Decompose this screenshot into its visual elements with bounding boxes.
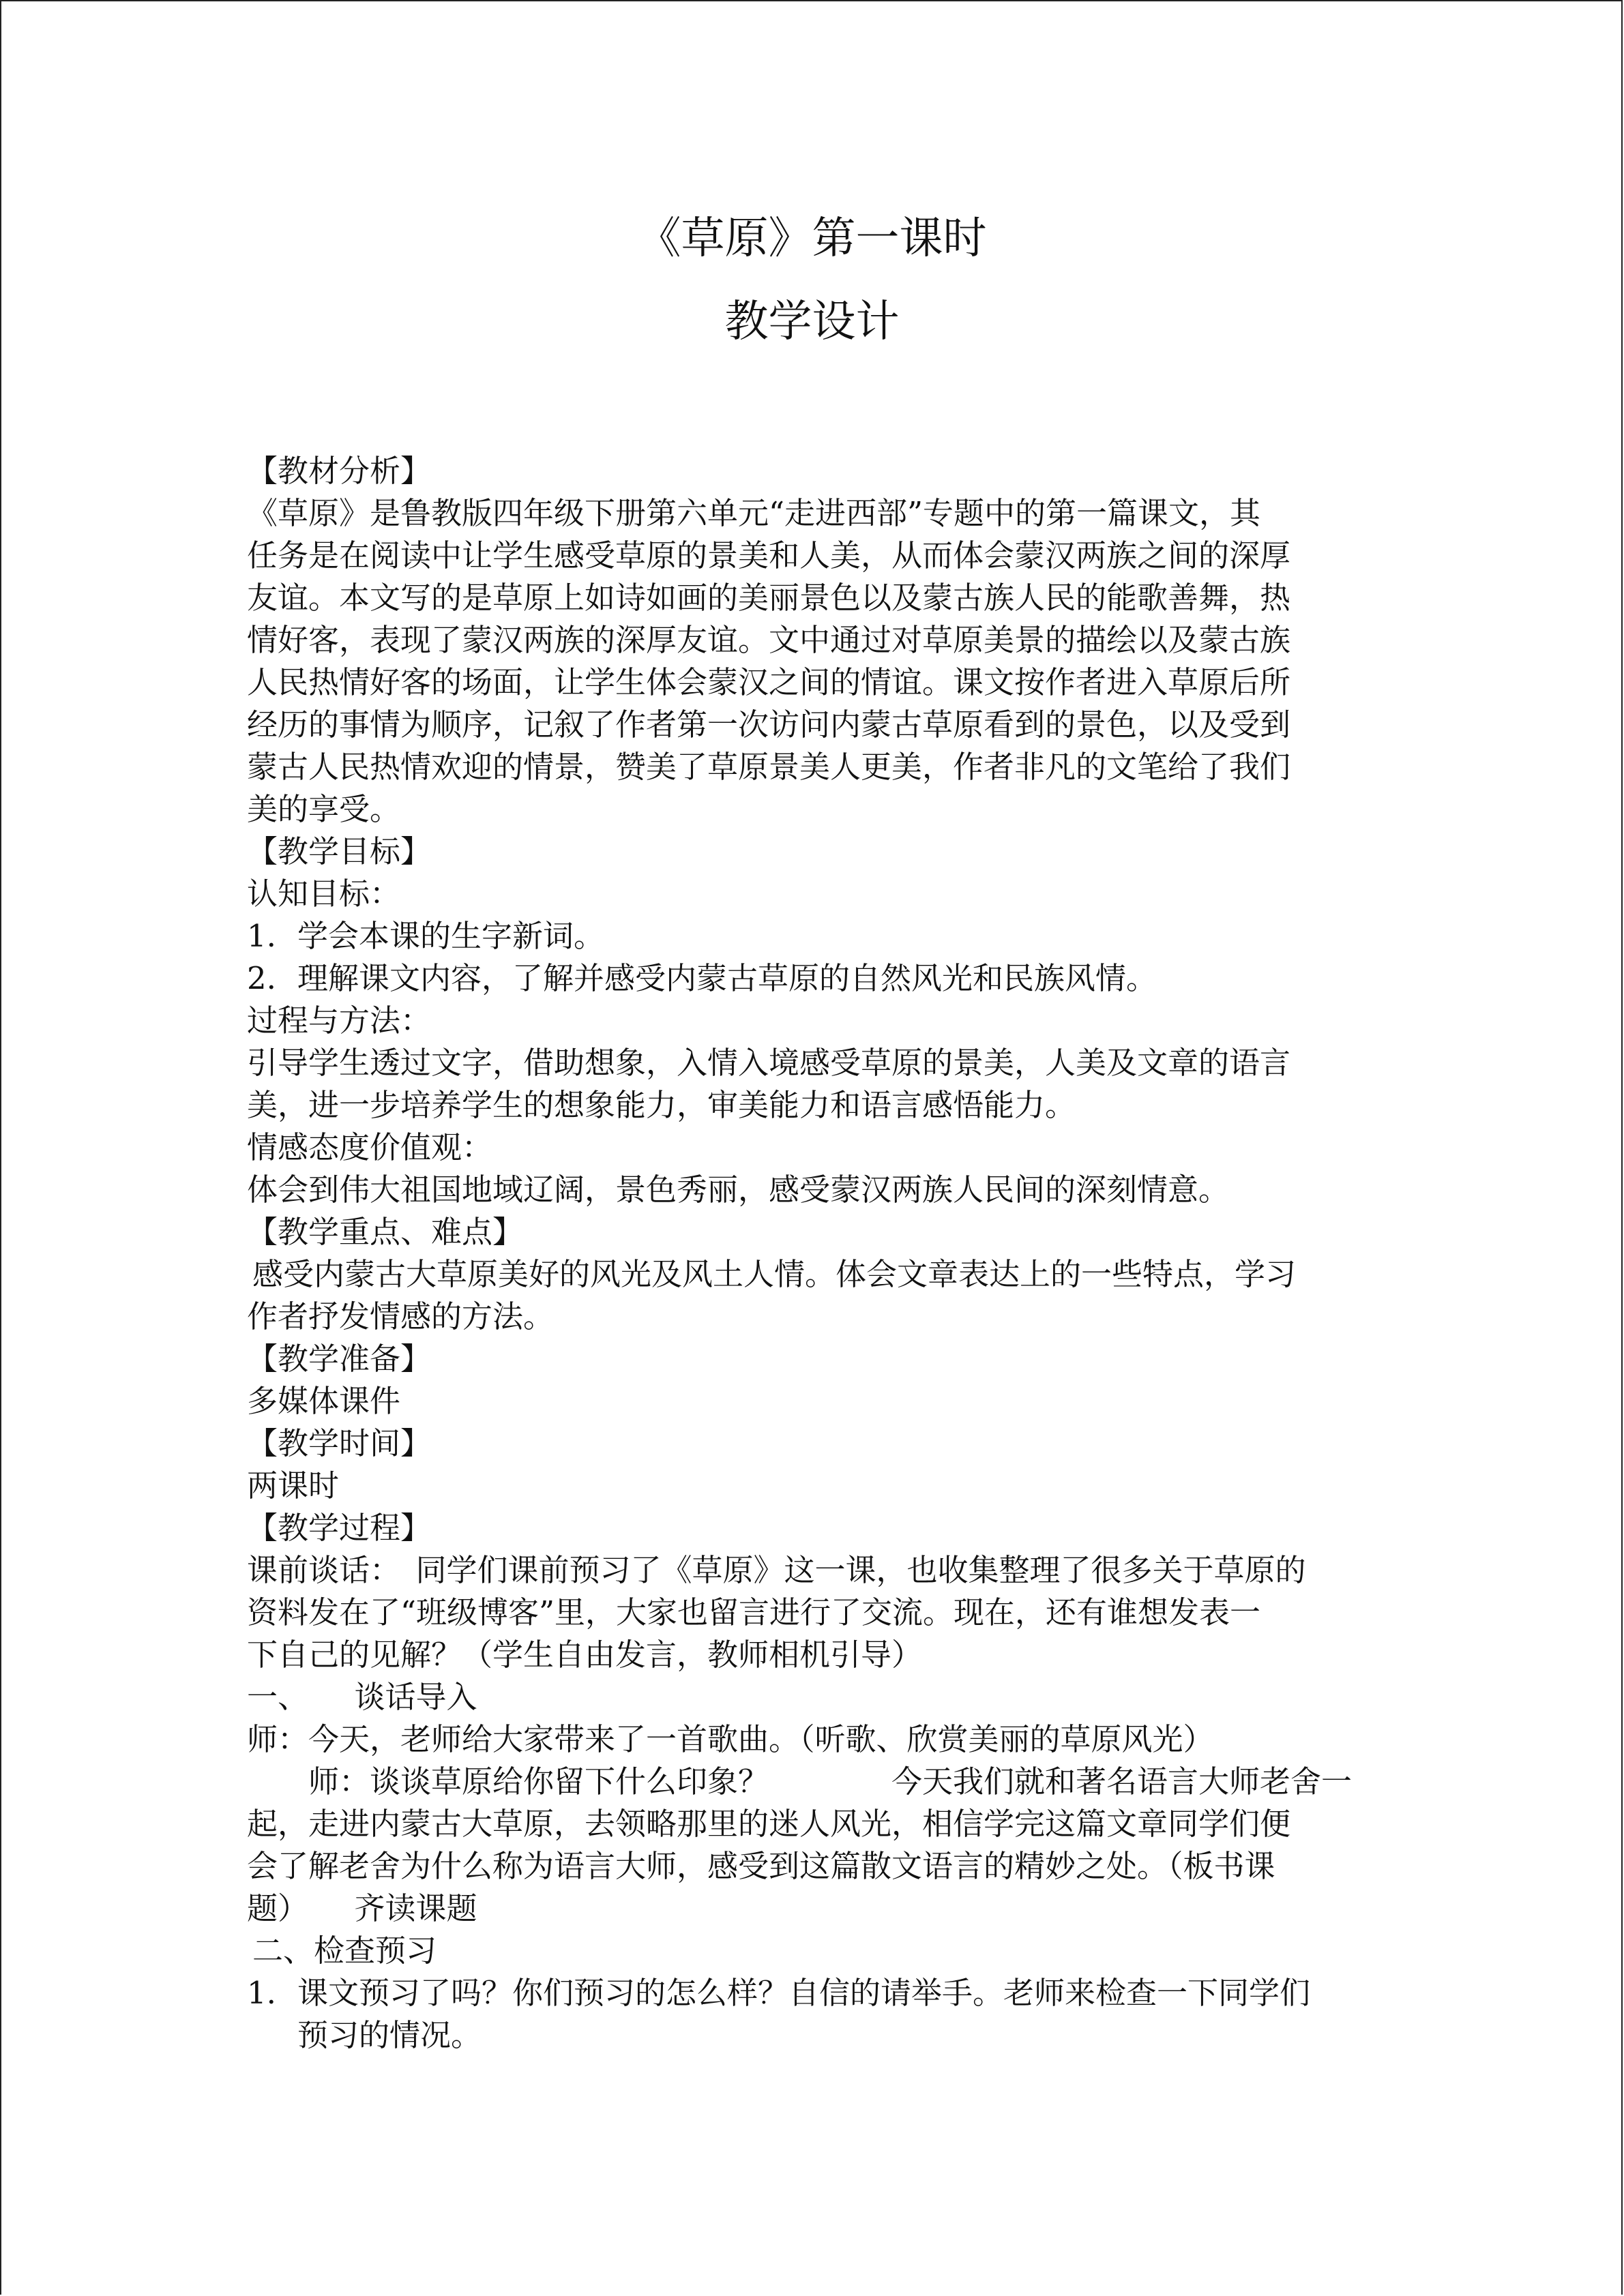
- body-line: 美，进一步培养学生的想象能力，审美能力和语言感悟能力。: [247, 1087, 1076, 1123]
- step-heading-intro: 一、 谈话导入: [247, 1679, 477, 1715]
- section-heading-time: 【教学时间】: [247, 1425, 432, 1461]
- numbered-item: [247, 915, 1379, 957]
- section-heading-process: 【教学过程】: [247, 1510, 432, 1546]
- body-line: 蒙古人民热情欢迎的情景，赞美了草原景美人更美，作者非凡的文笔给了我们: [247, 749, 1291, 785]
- subheading-cognitive: 认知目标：: [247, 876, 401, 912]
- body-line: 两课时: [247, 1467, 340, 1504]
- body-line: 下自己的见解？（学生自由发言，教师相机引导）: [247, 1637, 923, 1673]
- body-line: 美的享受。: [247, 791, 401, 827]
- item-number: 2.: [247, 960, 276, 996]
- numbered-item: [247, 1972, 1379, 2014]
- subheading-process: 过程与方法：: [247, 1002, 432, 1039]
- body-line: 起，走进内蒙古大草原，去领略那里的迷人风光，相信学完这篇文章同学们便: [247, 1806, 1291, 1842]
- item-text: 学会本课的生字新词。: [297, 918, 605, 954]
- subheading-values: 情感态度价值观：: [247, 1129, 493, 1165]
- body-line: 师：谈谈草原给你留下什么印象？ 今天我们就和著名语言大师老舍一: [247, 1763, 1353, 1800]
- step-heading-preview: 二、检查预习: [252, 1933, 437, 1969]
- body-line: 感受内蒙古大草原美好的风光及风土人情。体会文章表达上的一些特点，学习: [252, 1256, 1297, 1292]
- body-line: 人民热情好客的场面，让学生体会蒙汉之间的情谊。课文按作者进入草原后所: [247, 664, 1291, 700]
- item-text: 课文预习了吗？你们预习的怎么样？自信的请举手。老师来检查一下同学们: [297, 1975, 1311, 2011]
- body-line: 情好客，表现了蒙汉两族的深厚友谊。文中通过对草原美景的描绘以及蒙古族: [247, 622, 1291, 658]
- body-line: 引导学生透过文字，借助想象，入情入境感受草原的景美，人美及文章的语言: [247, 1045, 1291, 1081]
- body-line: 任务是在阅读中让学生感受草原的景美和人美，从而体会蒙汉两族之间的深厚: [247, 537, 1291, 573]
- document-body: [247, 450, 1379, 2057]
- numbered-item: [247, 957, 1379, 1000]
- section-heading-goals: 【教学目标】: [247, 833, 432, 869]
- item-number: 1.: [247, 918, 276, 954]
- body-line: 友谊。本文写的是草原上如诗如画的美丽景色以及蒙古族人民的能歌善舞，热: [247, 580, 1291, 616]
- document-title: 《草原》第一课时: [637, 213, 987, 264]
- section-heading-preparation: 【教学准备】: [247, 1341, 432, 1377]
- body-line: 题） 齐读课题: [247, 1890, 477, 1926]
- body-line: 经历的事情为顺序，记叙了作者第一次访问内蒙古草原看到的景色，以及受到: [247, 706, 1291, 743]
- document-subtitle: 教学设计: [724, 297, 900, 347]
- body-line: 资料发在了“班级博客”里，大家也留言进行了交流。现在，还有谁想发表一: [247, 1594, 1261, 1630]
- body-line: 体会到伟大祖国地域辽阔，景色秀丽，感受蒙汉两族人民间的深刻情意。: [247, 1172, 1230, 1208]
- item-text: 理解课文内容，了解并感受内蒙古草原的自然风光和民族风情。: [297, 960, 1157, 996]
- body-line: 作者抒发情感的方法。: [247, 1298, 555, 1335]
- body-line: 会了解老舍为什么称为语言大师，感受到这篇散文语言的精妙之处。（板书课: [247, 1848, 1275, 1884]
- section-heading-key-points: 【教学重点、难点】: [247, 1214, 524, 1250]
- body-line: 多媒体课件: [247, 1383, 401, 1419]
- item-number: 1.: [247, 1975, 276, 2011]
- body-line: 课前谈话： 同学们课前预习了《草原》这一课，也收集整理了很多关于草原的: [247, 1552, 1306, 1588]
- body-line: 《草原》是鲁教版四年级下册第六单元“走进西部”专题中的第一篇课文，其: [247, 495, 1261, 531]
- body-line: 预习的情况。: [297, 2017, 482, 2053]
- body-line: 师：今天，老师给大家带来了一首歌曲。（听歌、欣赏美丽的草原风光）: [247, 1721, 1214, 1757]
- section-heading-materials: 【教材分析】: [247, 453, 432, 489]
